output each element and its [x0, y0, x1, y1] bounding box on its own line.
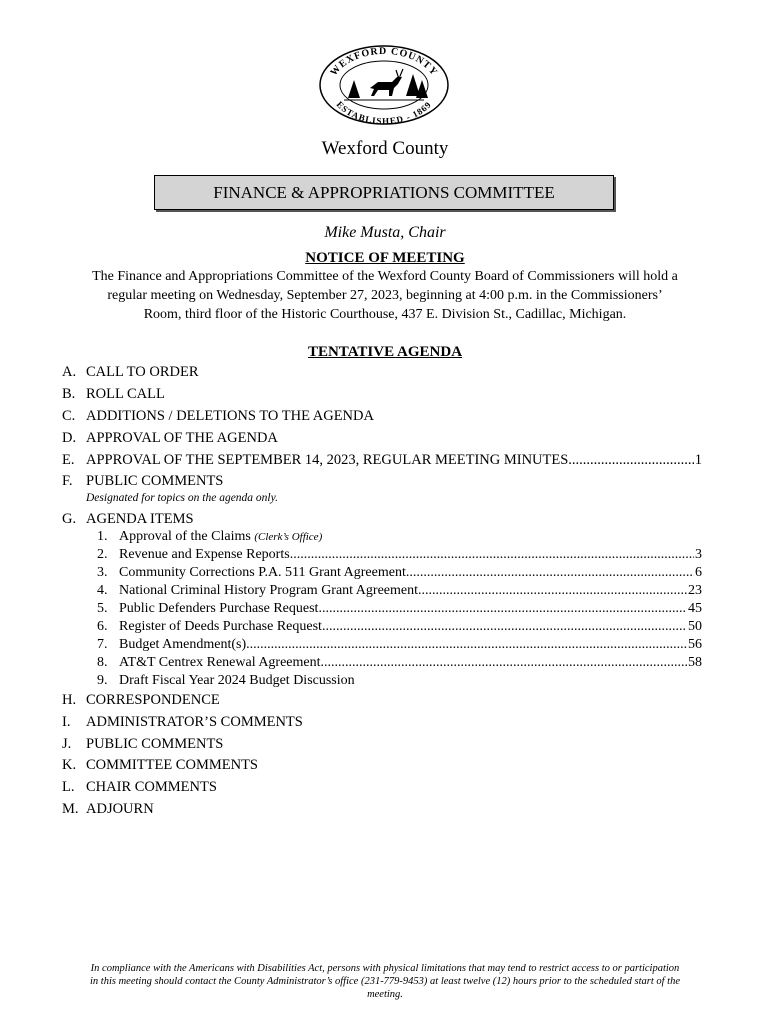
- sub-item-number: 6.: [97, 619, 108, 634]
- notice-line: regular meeting on Wednesday, September 27, 2023, beginning at 4:00 p.m. in the Commissioners’: [107, 288, 663, 303]
- sub-item-label: Budget Amendment(s): [119, 637, 247, 652]
- agenda-label: AGENDA ITEMS: [86, 511, 194, 527]
- agenda-letter: D.: [62, 430, 77, 446]
- agenda-letter: A.: [62, 364, 77, 380]
- dot-leader: [406, 565, 694, 581]
- dot-leader: [290, 547, 694, 563]
- dot-leader: [321, 655, 687, 671]
- sub-item-number: 5.: [97, 601, 108, 616]
- ada-notice: [60, 962, 710, 1001]
- county-seal-logo: [318, 44, 450, 126]
- notice-title: NOTICE OF MEETING: [305, 250, 465, 266]
- page-number: 56: [688, 637, 702, 652]
- page-number: 6: [695, 565, 702, 580]
- sub-item-label: Community Corrections P.A. 511 Grant Agreement: [119, 565, 406, 580]
- agenda-label: CORRESPONDENCE: [86, 692, 220, 708]
- agenda-label: ADMINISTRATOR’S COMMENTS: [86, 714, 303, 730]
- agenda-letter: C.: [62, 408, 76, 424]
- svg-text:ESTABLISHED - 1869: ESTABLISHED - 1869: [334, 99, 434, 126]
- agenda-letter: I.: [62, 714, 71, 730]
- sub-item-label: Register of Deeds Purchase Request: [119, 619, 322, 634]
- sub-item-label: Revenue and Expense Reports: [119, 547, 290, 562]
- agenda-label: ADDITIONS / DELETIONS TO THE AGENDA: [86, 408, 374, 424]
- sub-item-number: 1.: [97, 529, 108, 544]
- agenda-title: TENTATIVE AGENDA: [307, 344, 463, 360]
- sub-item-label: Public Defenders Purchase Request: [119, 601, 319, 616]
- agenda-label: COMMITTEE COMMENTS: [86, 757, 258, 773]
- chair-name: Mike Musta, Chair: [324, 224, 446, 241]
- page-number: 3: [695, 547, 702, 562]
- committee-title: FINANCE & APPROPRIATIONS COMMITTEE: [154, 175, 614, 210]
- agenda-letter: E.: [62, 452, 75, 468]
- dot-leader: [246, 637, 687, 653]
- agenda-note: Designated for topics on the agenda only.: [86, 492, 278, 504]
- notice-line: Room, third floor of the Historic Courthouse, 437 E. Division St., Cadillac, Michigan.: [143, 307, 627, 322]
- agenda-label: PUBLIC COMMENTS: [86, 736, 224, 752]
- sub-item-number: 2.: [97, 547, 108, 562]
- sub-item-number: 4.: [97, 583, 108, 598]
- agenda-letter: B.: [62, 386, 76, 402]
- agenda-label: CALL TO ORDER: [86, 364, 199, 380]
- agenda-letter: H.: [62, 692, 77, 708]
- agenda-letter: L.: [62, 779, 75, 795]
- svg-text:WEXFORD COUNTY: WEXFORD COUNTY: [328, 45, 440, 79]
- agenda-label: CHAIR COMMENTS: [86, 779, 217, 795]
- dot-leader: [418, 583, 687, 599]
- sub-item-label: AT&T Centrex Renewal Agreement: [119, 655, 321, 670]
- sub-item-note: (Clerk’s Office): [254, 531, 323, 543]
- agenda-letter: K.: [62, 757, 77, 773]
- page-number: 1: [694, 452, 702, 468]
- dot-leader: [322, 619, 687, 635]
- agenda-label: ADJOURN: [86, 801, 154, 817]
- sub-item-label: Draft Fiscal Year 2024 Budget Discussion: [119, 673, 355, 688]
- page-number: 58: [688, 655, 702, 670]
- page-number: 23: [688, 583, 702, 598]
- page-number: 50: [688, 619, 702, 634]
- page-number: 45: [688, 601, 702, 616]
- agenda-label: APPROVAL OF THE SEPTEMBER 14, 2023, REGULAR MEETING MINUTES: [86, 452, 569, 468]
- footer-line: meeting.: [367, 989, 403, 1000]
- footer-line: in this meeting should contact the County Administrator’s office (231-779-9453) at least twelve (12) hours prior to the scheduled start of the: [90, 976, 680, 987]
- agenda-letter: F.: [62, 473, 73, 489]
- agenda-letter: M.: [62, 801, 79, 817]
- sub-item-label: Approval of the Claims (Clerk’s Office): [119, 529, 323, 544]
- sub-item-number: 7.: [97, 637, 108, 652]
- dot-leader: [568, 452, 693, 469]
- agenda-label: APPROVAL OF THE AGENDA: [86, 430, 278, 446]
- sub-item-number: 9.: [97, 673, 108, 688]
- sub-item-label: National Criminal History Program Grant Agreement: [119, 583, 418, 598]
- agenda-letter: G.: [62, 511, 77, 527]
- sub-item-number: 8.: [97, 655, 108, 670]
- agenda-label: PUBLIC COMMENTS: [86, 473, 224, 489]
- dot-leader: [318, 601, 687, 617]
- footer-line: In compliance with the Americans with Disabilities Act, persons with physical limitations that may tend to restrict access to or participation: [90, 963, 680, 974]
- notice-line: The Finance and Appropriations Committee of the Wexford County Board of Commissioners will hold a: [92, 269, 678, 284]
- county-name: Wexford County: [321, 138, 449, 159]
- agenda-letter: J.: [62, 736, 72, 752]
- notice-body: [60, 267, 710, 324]
- sub-item-number: 3.: [97, 565, 108, 580]
- agenda-label: ROLL CALL: [86, 386, 165, 402]
